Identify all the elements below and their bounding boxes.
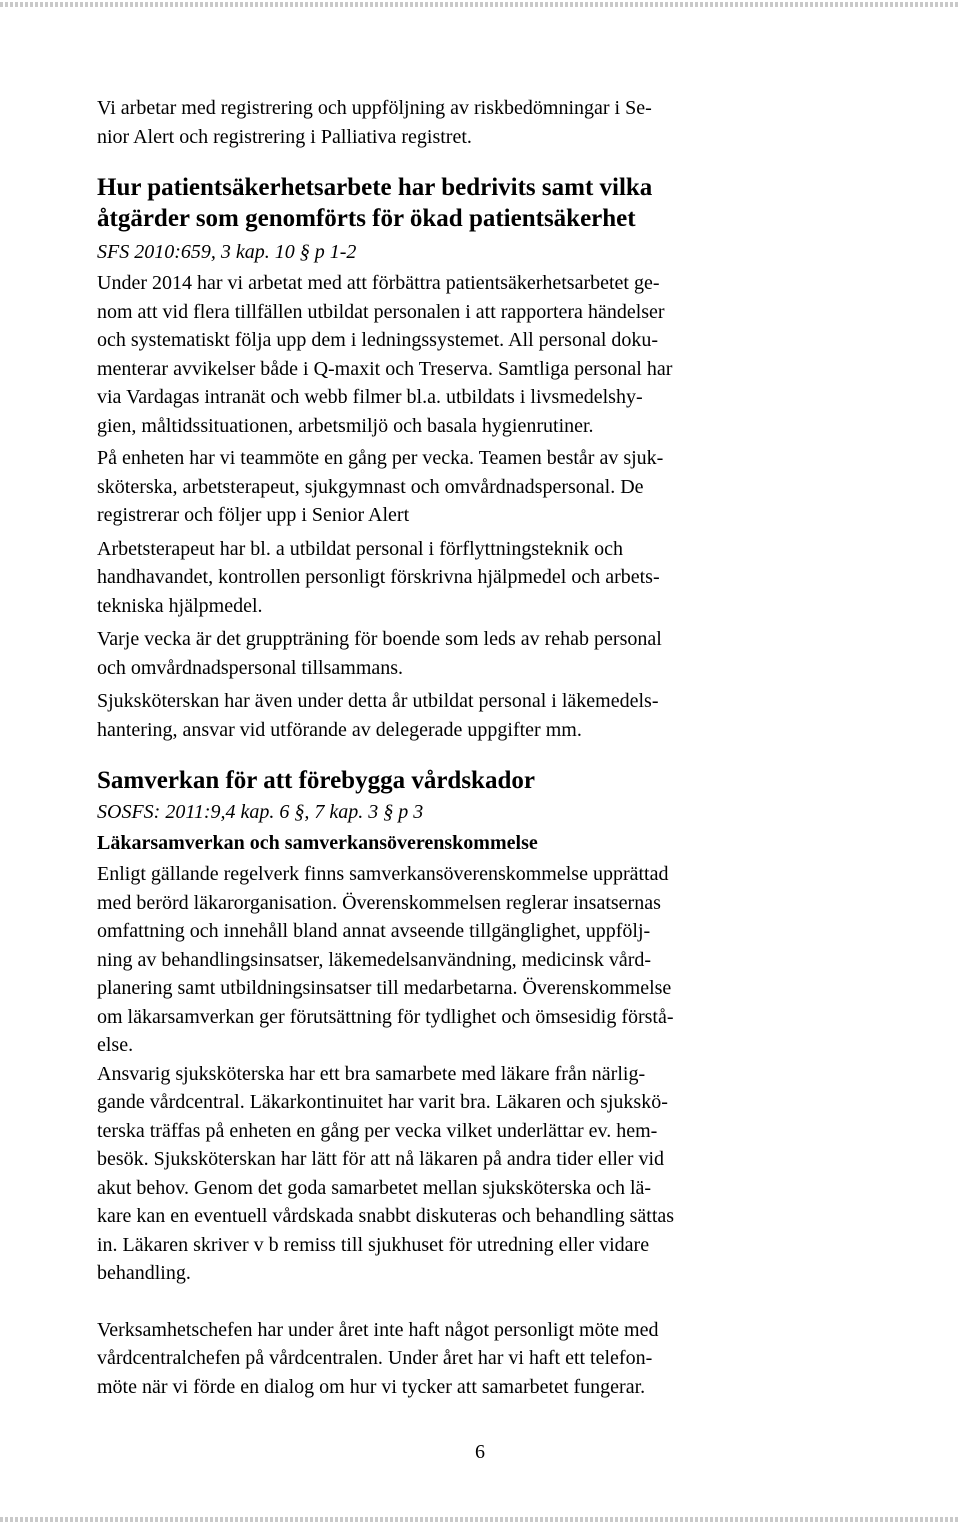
section2-reference: SOSFS: 2011:9,4 kap. 6 §, 7 kap. 3 § p 3 [97, 801, 424, 823]
section2-paragraph-2: Ansvarig sjuksköterska har ett bra samarbete med läkare från närlig- gande vårdcentral. Läkarkontinuitet har varit bra. Läkaren och sjukskö- terska träffas på enheten en gång per vecka vilket underlättar ev. hem- besök. Sjuksköterskan har lätt för att nå läkaren på andra tider eller vid akut behov. Genom det goda samarbetet mellan sjuksköterska och lä- kare kan en eventuell vårdskada snabbt diskuteras och behandling sättas in. Läkaren skriver v b remiss till sjukhuset för utredning eller vidare behandling. [97, 1062, 675, 1284]
intro-paragraph: Vi arbetar med registrering och uppföljning av riskbedömningar i Se- nior Alert och registrering i Palliativa registret. [97, 97, 652, 148]
page-content [97, 94, 827, 1401]
bottom-border [0, 1517, 960, 1522]
section1-paragraph-2: På enheten har vi teammöte en gång per vecka. Teamen består av sjuk- sköterska, arbetsterapeut, sjukgymnast och omvårdnadspersonal. De registrerar och följer upp i Senior Alert [97, 447, 664, 526]
section1-reference: SFS 2010:659, 3 kap. 10 § p 1-2 [97, 241, 357, 263]
section2-paragraph-3: Verksamhetschefen har under året inte haft något personligt möte med vårdcentralchefen på vårdcentralen. Under året har vi haft ett telefon- möte när vi förde en dialog om hur vi tycker att samarbetet fungerar. [97, 1318, 659, 1398]
section2-paragraph-1: Enligt gällande regelverk finns samverkansöverenskommelse upprättad med berörd läkarorganisation. Överenskommelsen reglerar insatsernas omfattning och innehåll bland annat avseende tillgänglighet, uppfölj- ning av behandlingsinsatser, läkemedelsanvändning, medicinsk vård- planering samt utbildningsinsatser till medarbetarna. Överenskommelse om läkarsamverkan ger förutsättning för tydlighet och ömsesidig förstå- else. [97, 863, 674, 1056]
section1-heading: Hur patientsäkerhetsarbete har bedrivits samt vilka åtgärder som genomförts för ökad patientsäkerhet [97, 174, 653, 232]
section1-paragraph-3: Arbetsterapeut har bl. a utbildat personal i förflyttningsteknik och handhavandet, kontrollen personligt förskrivna hjälpmedel och arbets- tekniska hjälpmedel. [97, 537, 660, 617]
section2-heading: Samverkan för att förebygga vårdskador [97, 767, 535, 794]
section1-paragraph-4: Varje vecka är det gruppträning för boende som leds av rehab personal och omvårdnadspersonal tillsammans. [97, 628, 662, 679]
section2-subheading: Läkarsamverkan och samverkansöverenskommelse [97, 832, 538, 854]
page-number: 6 [475, 1441, 485, 1463]
section1-paragraph-5: Sjuksköterskan har även under detta år utbildat personal i läkemedels- hantering, ansvar vid utförande av delegerade uppgifter mm. [97, 690, 659, 741]
top-border [0, 2, 960, 7]
section1-paragraph-1: Under 2014 har vi arbetat med att förbättra patientsäkerhetsarbetet ge- nom att vid flera tillfällen utbildat personalen i att rapportera händelser och systematiskt följa upp dem i ledningssystemet. All personal doku- menterar avvikelser både i Q-maxit och Treserva. Samtliga personal har via Vardagas intranät och webb filmer bl.a. utbildats i livsmedelshy- gien, måltidssituationen, arbetsmiljö och basala hygienrutiner. [97, 272, 673, 437]
